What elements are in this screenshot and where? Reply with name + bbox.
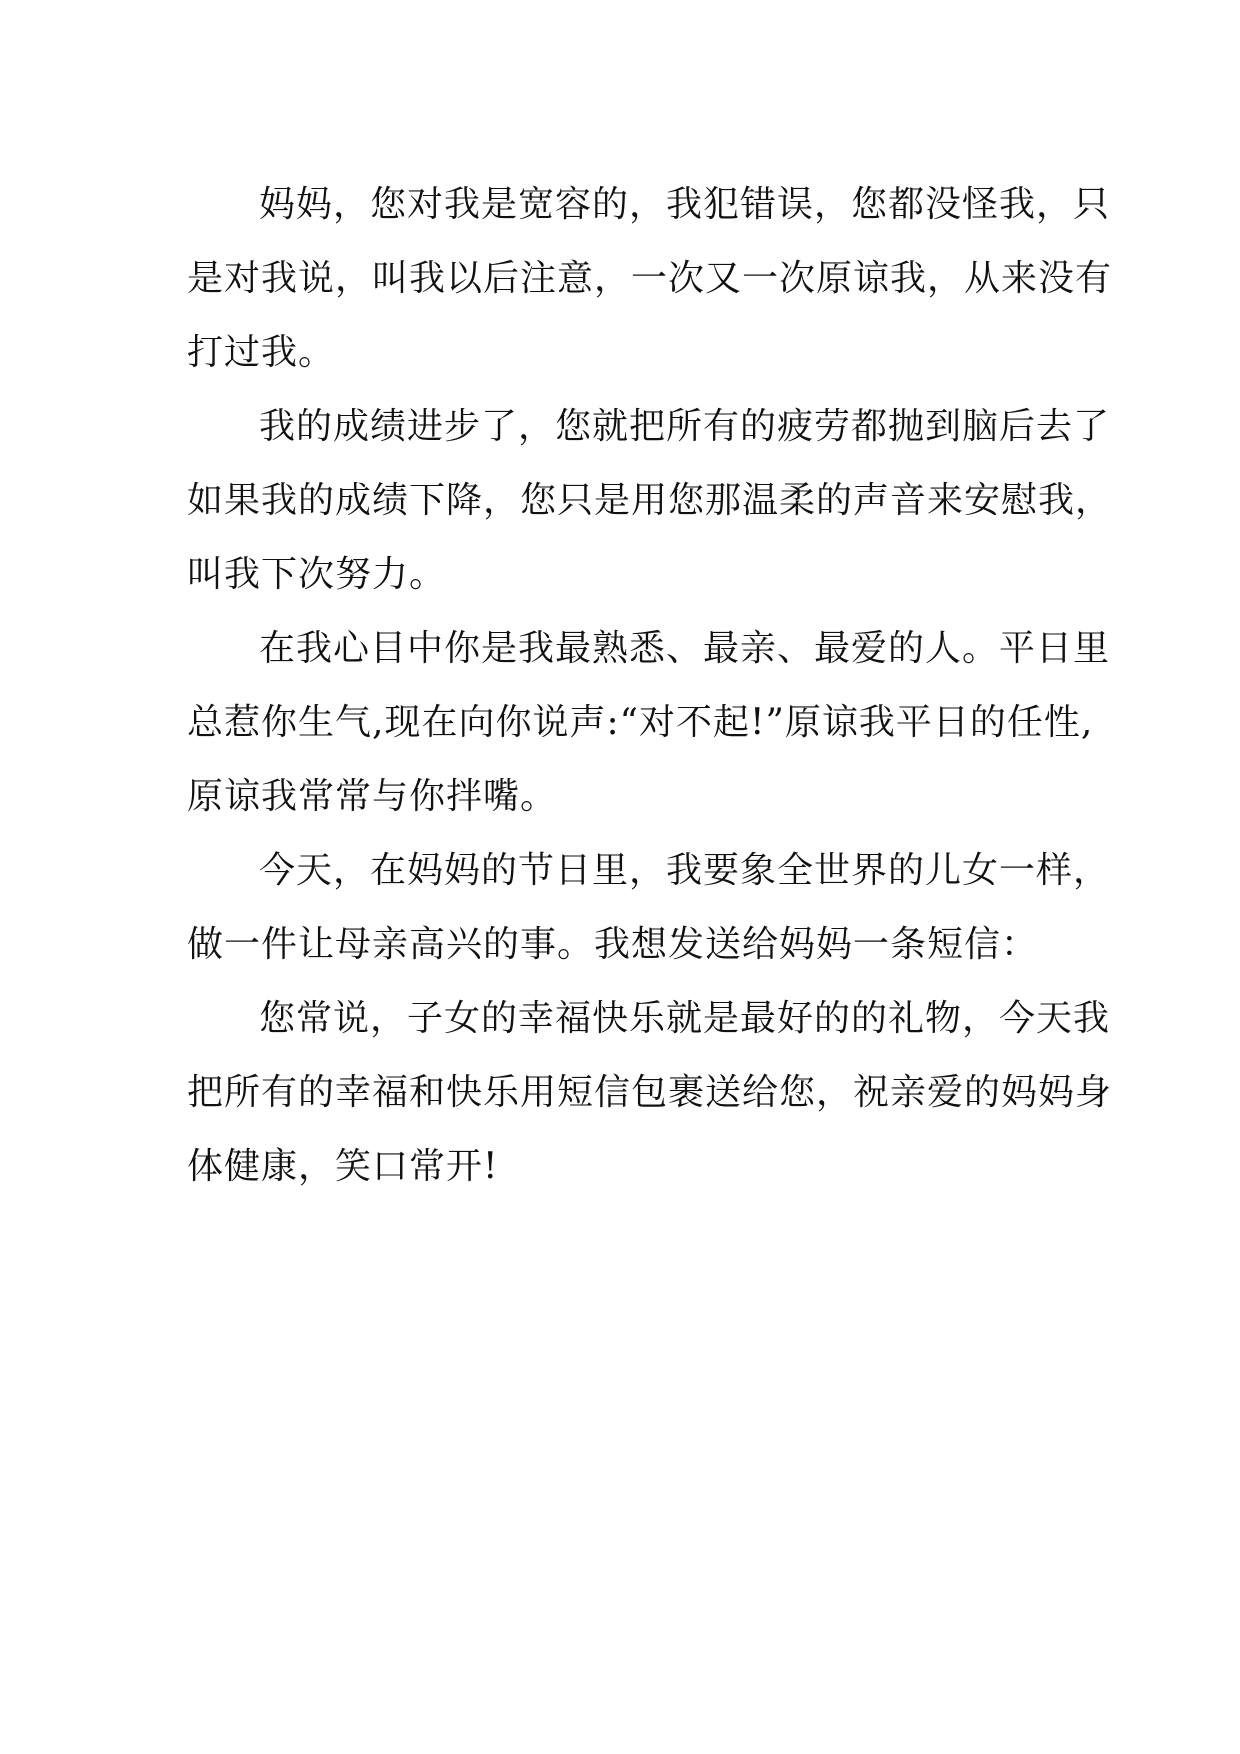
- paragraph-line: 今天，在妈妈的节日里，我要象全世界的儿女一样，: [259, 850, 1111, 891]
- paragraph-line: 叫我下次努力。: [187, 554, 447, 595]
- paragraph-line: 做一件让母亲高兴的事。我想发送给妈妈一条短信：: [187, 924, 1039, 965]
- paragraph-line: 我的成绩进步了，您就把所有的疲劳都抛到脑后去了: [259, 406, 1111, 447]
- paragraph-line: 您常说，子女的幸福快乐就是最好的的礼物，今天我: [259, 998, 1111, 1039]
- paragraph-line: 体健康，笑口常开!: [187, 1146, 499, 1187]
- paragraph-line: 把所有的幸福和快乐用短信包裹送给您，祝亲爱的妈妈身: [187, 1072, 1113, 1113]
- paragraph-2: [187, 390, 1113, 612]
- paragraph-line: 打过我。: [187, 332, 336, 373]
- paragraph-line: 是对我说，叫我以后注意，一次又一次原谅我，从来没有: [187, 258, 1113, 299]
- document-body: [187, 168, 1113, 1204]
- paragraph-line: 如果我的成绩下降，您只是用您那温柔的声音来安慰我，: [187, 480, 1113, 521]
- paragraph-line: 原谅我常常与你拌嘴。: [187, 776, 558, 817]
- paragraph-line: 妈妈，您对我是宽容的，我犯错误，您都没怪我，只: [259, 184, 1111, 225]
- paragraph-5: [187, 982, 1113, 1204]
- paragraph-line: 在我心目中你是我最熟悉、最亲、最爱的人。平日里: [259, 628, 1111, 669]
- paragraph-line: 总惹你生气,现在向你说声:“对不起!”原谅我平日的任性,: [187, 702, 1094, 743]
- paragraph-1: [187, 168, 1113, 390]
- paragraph-4: [187, 834, 1111, 982]
- paragraph-3: [187, 612, 1111, 834]
